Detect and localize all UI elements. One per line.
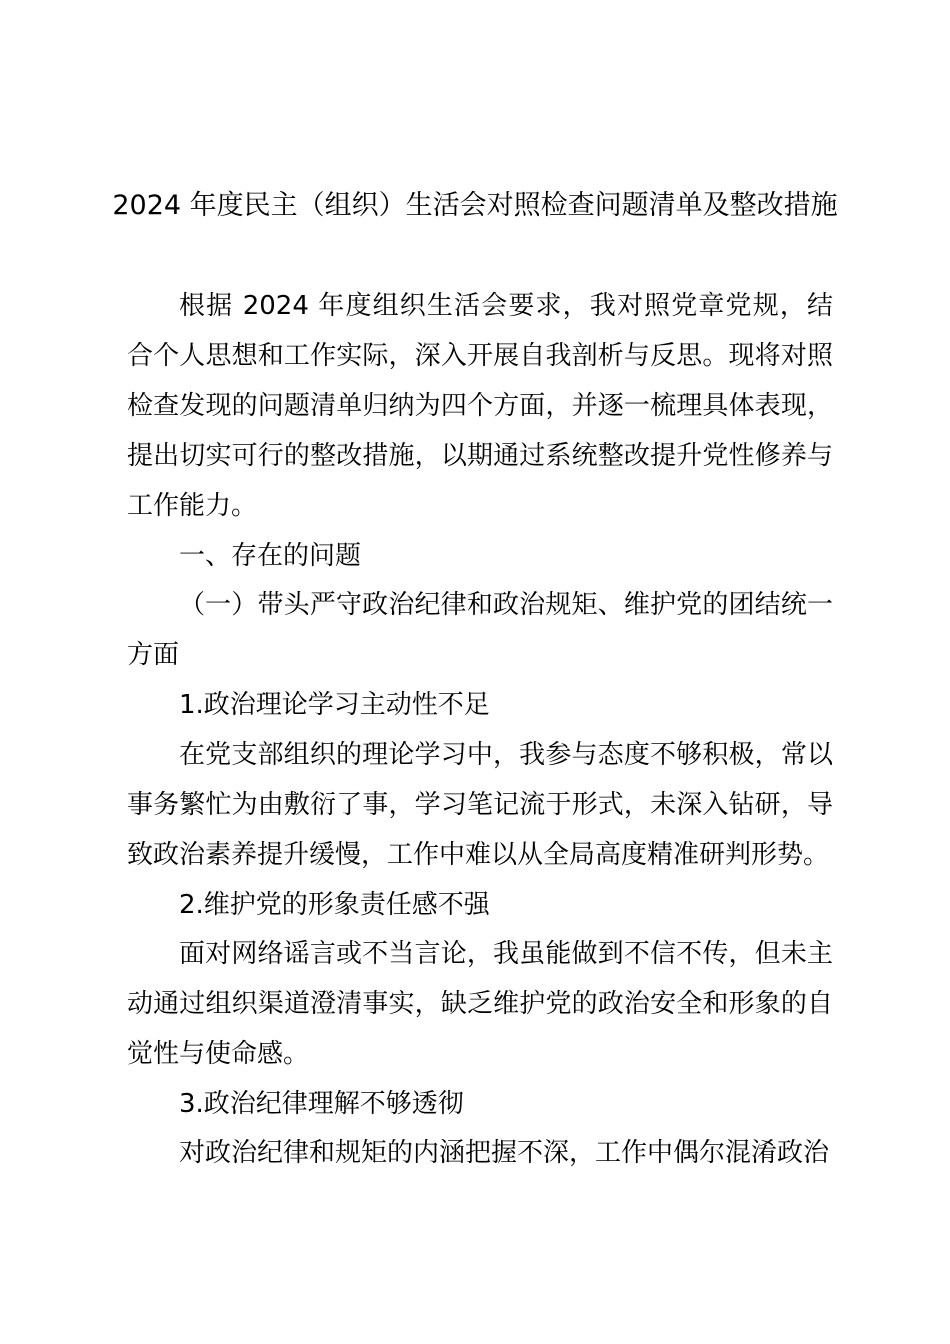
item-body-1: 在党支部组织的理论学习中，我参与态度不够积极，常以事务繁忙为由敷衍了事，学习笔记流于形式，未深入钻研，导致政治素养提升缓慢，工作中难以从全局高度精准研判形势。 bbox=[127, 740, 833, 870]
item-body-2: 面对网络谣言或不当言论，我虽能做到不信不传，但未主动通过组织渠道澄清事实，缺乏维护党的政治安全和形象的自觉性与使命感。 bbox=[127, 939, 833, 1069]
section-heading: 一、存在的问题 bbox=[179, 541, 362, 571]
intro-paragraph: 根据 2024 年度组织生活会要求，我对照党章党规，结合个人思想和工作实际，深入开展自我剖析与反思。现将对照检查发现的问题清单归纳为四个方面，并逐一梳理具体表现，提出切实可行的整改措施，以期通过系统整改提升党性修养与工作能力。 bbox=[127, 291, 833, 521]
document-title: 2024 年度民主（组织）生活会对照检查问题清单及整改措施 bbox=[112, 190, 838, 221]
item-heading-2: 2.维护党的形象责任感不强 bbox=[179, 890, 490, 920]
item-heading-3: 3.政治纪律理解不够透彻 bbox=[179, 1089, 464, 1119]
item-heading-1: 1.政治理论学习主动性不足 bbox=[179, 690, 490, 720]
subsection-heading: （一）带头严守政治纪律和政治规矩、维护党的团结统一方面 bbox=[127, 590, 833, 670]
item-body-3: 对政治纪律和规矩的内涵把握不深，工作中偶尔混淆政治 bbox=[179, 1138, 830, 1168]
